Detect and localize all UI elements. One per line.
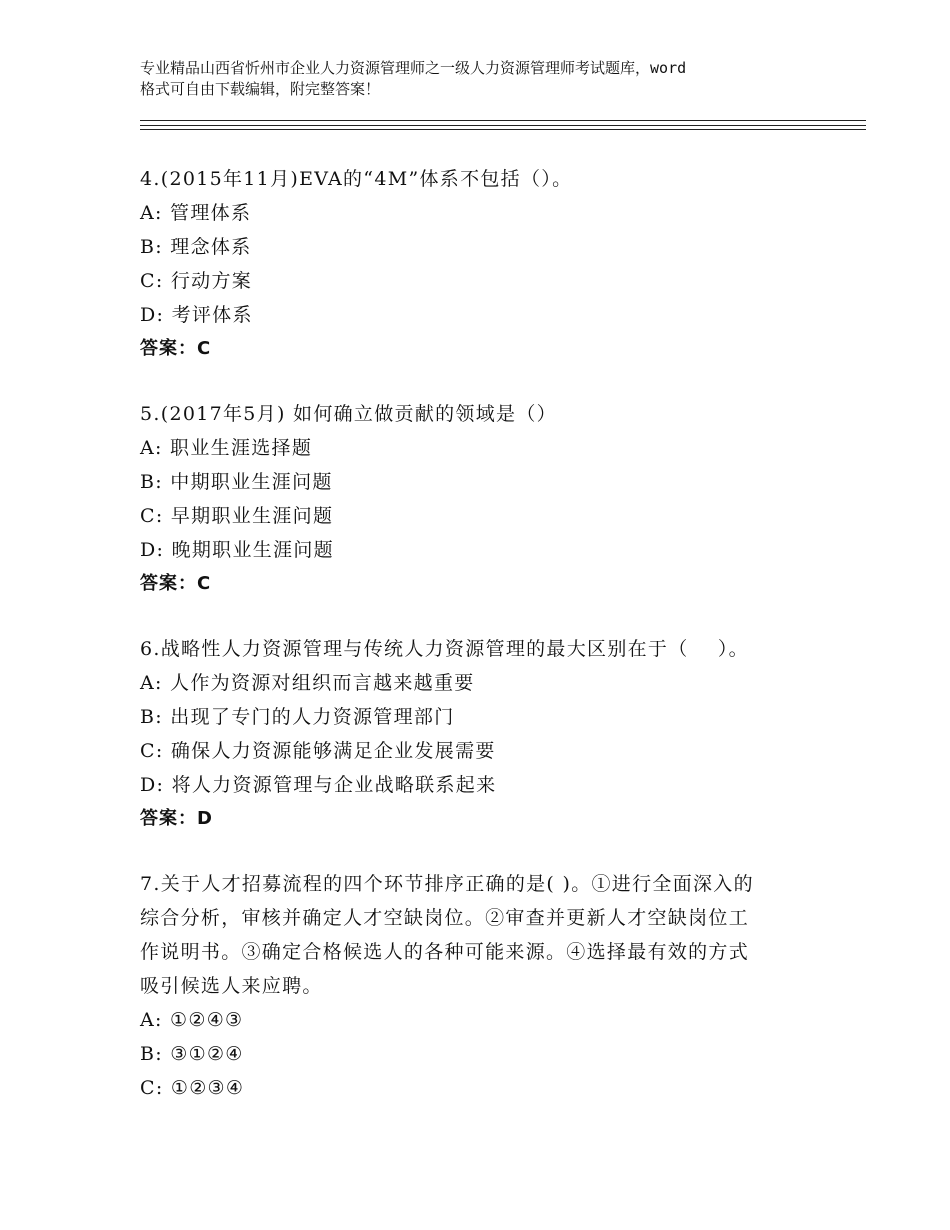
answer-key: 答案：D	[140, 808, 213, 829]
header-rule-middle	[140, 125, 866, 126]
question-stem-line: 6.战略性人力资源管理与传统人力资源管理的最大区别在于（ ）。	[140, 638, 749, 660]
answer-option: C: 早期职业生涯问题	[140, 505, 334, 527]
answer-option: B: 出现了专门的人力资源管理部门	[140, 706, 455, 728]
document-header	[140, 58, 840, 100]
answer-option: A: 管理体系	[140, 202, 252, 224]
answer-option: D: 晚期职业生涯问题	[140, 539, 334, 561]
question-block	[140, 867, 820, 1105]
question-stem-line: 4.(2015年11月)EVA的“4M”体系不包括（）。	[140, 168, 573, 190]
question-stem-line: 吸引候选人来应聘。	[140, 975, 323, 997]
question-stem-line: 综合分析，审核并确定人才空缺岗位。②审查并更新人才空缺岗位工	[140, 907, 750, 929]
answer-option: D: 将人力资源管理与企业战略联系起来	[140, 774, 497, 796]
header-rule-top	[140, 120, 866, 121]
question-list	[140, 162, 820, 1136]
question-stem-line: 7.关于人才招募流程的四个环节排序正确的是( )。①进行全面深入的	[140, 873, 754, 895]
answer-key: 答案：C	[140, 338, 212, 359]
question-stem-line: 作说明书。③确定合格候选人的各种可能来源。④选择最有效的方式	[140, 941, 750, 963]
answer-option: A: ①②④③	[140, 1009, 244, 1031]
answer-option: D: 考评体系	[140, 304, 253, 326]
answer-option: C: 行动方案	[140, 270, 253, 292]
header-line-2: 格式可自由下载编辑，附完整答案！	[140, 80, 381, 98]
header-rule-bottom	[140, 129, 866, 130]
answer-option: C: ①②③④	[140, 1077, 245, 1099]
answer-option: A: 职业生涯选择题	[140, 437, 313, 459]
answer-option: A: 人作为资源对组织而言越来越重要	[140, 672, 475, 694]
question-stem-line: 5.(2017年5月) 如何确立做贡献的领域是（）	[140, 403, 557, 425]
header-line-1: 专业精品山西省忻州市企业人力资源管理师之一级人力资源管理师考试题库，word	[140, 59, 687, 77]
answer-key: 答案：C	[140, 573, 212, 594]
question-block	[140, 162, 820, 366]
answer-option: B: 理念体系	[140, 236, 252, 258]
answer-option: B: 中期职业生涯问题	[140, 471, 333, 493]
question-block	[140, 397, 820, 601]
question-block	[140, 632, 820, 836]
answer-option: C: 确保人力资源能够满足企业发展需要	[140, 740, 496, 762]
answer-option: B: ③①②④	[140, 1043, 244, 1065]
